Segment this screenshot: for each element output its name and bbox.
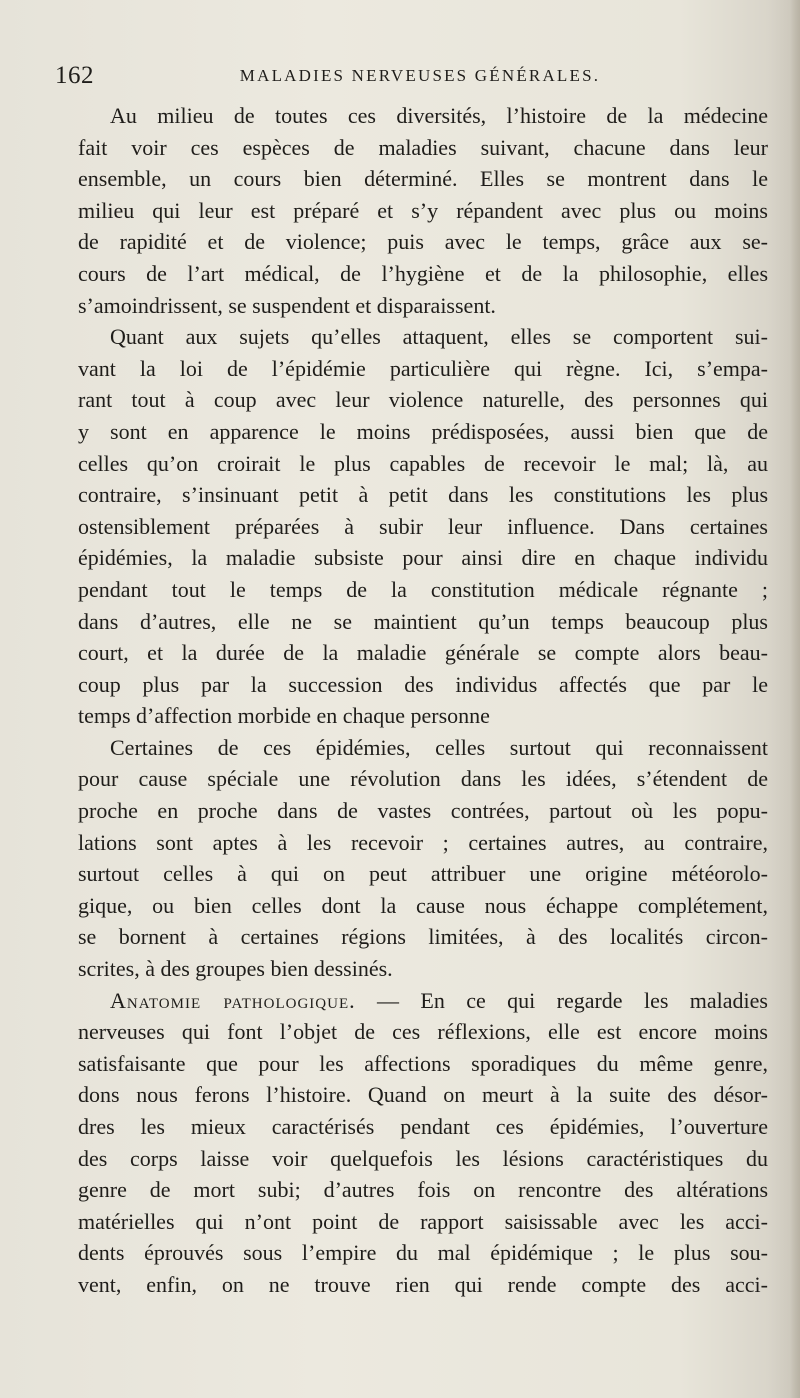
text-line — [78, 132, 768, 164]
text-line — [78, 732, 768, 764]
text-line — [78, 1269, 768, 1301]
line-text: matérielles qui n’ont point de rapport saisissable avec les acci- — [78, 1208, 768, 1234]
line-text: — En ce qui regarde les maladies — [355, 987, 768, 1013]
line-text: gique, ou bien celles dont la cause nous échappe complétement, — [78, 892, 768, 918]
text-line — [78, 1111, 768, 1143]
text-line — [78, 1206, 768, 1238]
text-line — [78, 226, 768, 258]
line-text: épidémies, la maladie subsiste pour ainsi dire en chaque individu — [78, 545, 768, 571]
page-number: 162 — [55, 62, 94, 89]
text-line — [78, 448, 768, 480]
line-text: milieu qui leur est préparé et s’y répandent avec plus ou moins — [78, 197, 768, 223]
text-line — [78, 827, 768, 859]
line-text: proche en proche dans de vastes contrées, partout où les popu- — [78, 798, 768, 824]
page-edge-shadow — [790, 0, 800, 1398]
body-text — [78, 100, 768, 1301]
text-line — [78, 163, 768, 195]
line-text: des corps laisse voir quelquefois les lésions caractéristiques du — [78, 1145, 768, 1171]
text-line — [78, 606, 768, 638]
line-text: dans d’autres, elle ne se maintient qu’un temps beaucoup plus — [78, 608, 768, 634]
line-text: cours de l’art médical, de l’hygiène et de la philosophie, elles — [78, 260, 768, 286]
line-text: court, et la durée de la maladie générale se compte alors beau- — [78, 640, 768, 666]
text-line — [78, 985, 768, 1017]
line-text: de rapidité et de violence; puis avec le temps, grâce aux se- — [78, 229, 768, 255]
text-line — [78, 1174, 768, 1206]
line-text: s’amoindrissent, se suspendent et disparaissent. — [78, 292, 496, 318]
text-line — [78, 669, 768, 701]
line-text: nerveuses qui font l’objet de ces réflexions, elle est encore moins — [78, 1019, 768, 1045]
line-text: dents éprouvés sous l’empire du mal épidémique ; le plus sou- — [78, 1240, 768, 1266]
text-line — [78, 321, 768, 353]
line-text: surtout celles à qui on peut attribuer une origine météorolo- — [78, 861, 768, 887]
line-text: vant la loi de l’épidémie particulière qui règne. Ici, s’empa- — [78, 355, 768, 381]
text-line — [78, 858, 768, 890]
text-line — [78, 795, 768, 827]
line-text: contraire, s’insinuant petit à petit dans les constitutions les plus — [78, 482, 768, 508]
line-text: scrites, à des groupes bien dessinés. — [78, 956, 393, 982]
text-line — [78, 700, 768, 732]
line-text: ostensiblement préparées à subir leur influence. Dans certaines — [78, 513, 768, 539]
line-text: vent, enfin, on ne trouve rien qui rende compte des acci- — [78, 1271, 768, 1297]
text-line — [78, 1143, 768, 1175]
text-line — [78, 890, 768, 922]
line-text: Quant aux sujets qu’elles attaquent, elles se comportent sui- — [110, 324, 768, 350]
line-text: genre de mort subi; d’autres fois on rencontre des altérations — [78, 1177, 768, 1203]
text-line — [78, 921, 768, 953]
text-line — [78, 195, 768, 227]
line-text: fait voir ces espèces de maladies suivant, chacune dans leur — [78, 134, 768, 160]
text-line — [78, 100, 768, 132]
text-line — [78, 1016, 768, 1048]
text-line — [78, 1048, 768, 1080]
line-text: y sont en apparence le moins prédisposées, aussi bien que de — [78, 418, 768, 444]
text-line — [78, 290, 768, 322]
line-text: Au milieu de toutes ces diversités, l’histoire de la médecine — [110, 103, 768, 128]
line-text: satisfaisante que pour les affections sporadiques du même genre, — [78, 1050, 768, 1076]
text-line — [78, 384, 768, 416]
line-text: ensemble, un cours bien déterminé. Elles se montrent dans le — [78, 166, 768, 192]
text-line — [78, 637, 768, 669]
text-line — [78, 542, 768, 574]
text-line — [78, 479, 768, 511]
text-line — [78, 1237, 768, 1269]
text-line — [78, 353, 768, 385]
line-text: coup plus par la succession des individus affectés que par le — [78, 671, 768, 697]
text-line — [78, 258, 768, 290]
line-text: temps d’affection morbide en chaque personne — [78, 703, 490, 729]
text-line — [78, 416, 768, 448]
line-text: lations sont aptes à les recevoir ; certaines autres, au contraire, — [78, 829, 768, 855]
line-text: dres les mieux caractérisés pendant ces épidémies, l’ouverture — [78, 1114, 768, 1139]
line-text: dons nous ferons l’histoire. Quand on meurt à la suite des désor- — [78, 1082, 768, 1108]
text-line — [78, 953, 768, 985]
text-line — [78, 511, 768, 543]
line-text: se bornent à certaines régions limitées, à des localités circon- — [78, 924, 768, 950]
running-head: MALADIES NERVEUSES GÉNÉRALES. — [239, 66, 601, 85]
text-line — [78, 1079, 768, 1111]
line-text: pendant tout le temps de la constitution médicale régnante ; — [78, 576, 768, 602]
line-text: rant tout à coup avec leur violence naturelle, des personnes qui — [78, 387, 768, 413]
section-heading: Anatomie pathologique. — [110, 987, 356, 1013]
line-text: Certaines de ces épidémies, celles surtout qui reconnaissent — [110, 734, 768, 760]
text-line — [78, 574, 768, 606]
line-text: celles qu’on croirait le plus capables de recevoir le mal; là, au — [78, 450, 768, 476]
line-text: pour cause spéciale une révolution dans les idées, s’étendent de — [78, 766, 768, 792]
page-header — [55, 62, 740, 92]
text-line — [78, 763, 768, 795]
